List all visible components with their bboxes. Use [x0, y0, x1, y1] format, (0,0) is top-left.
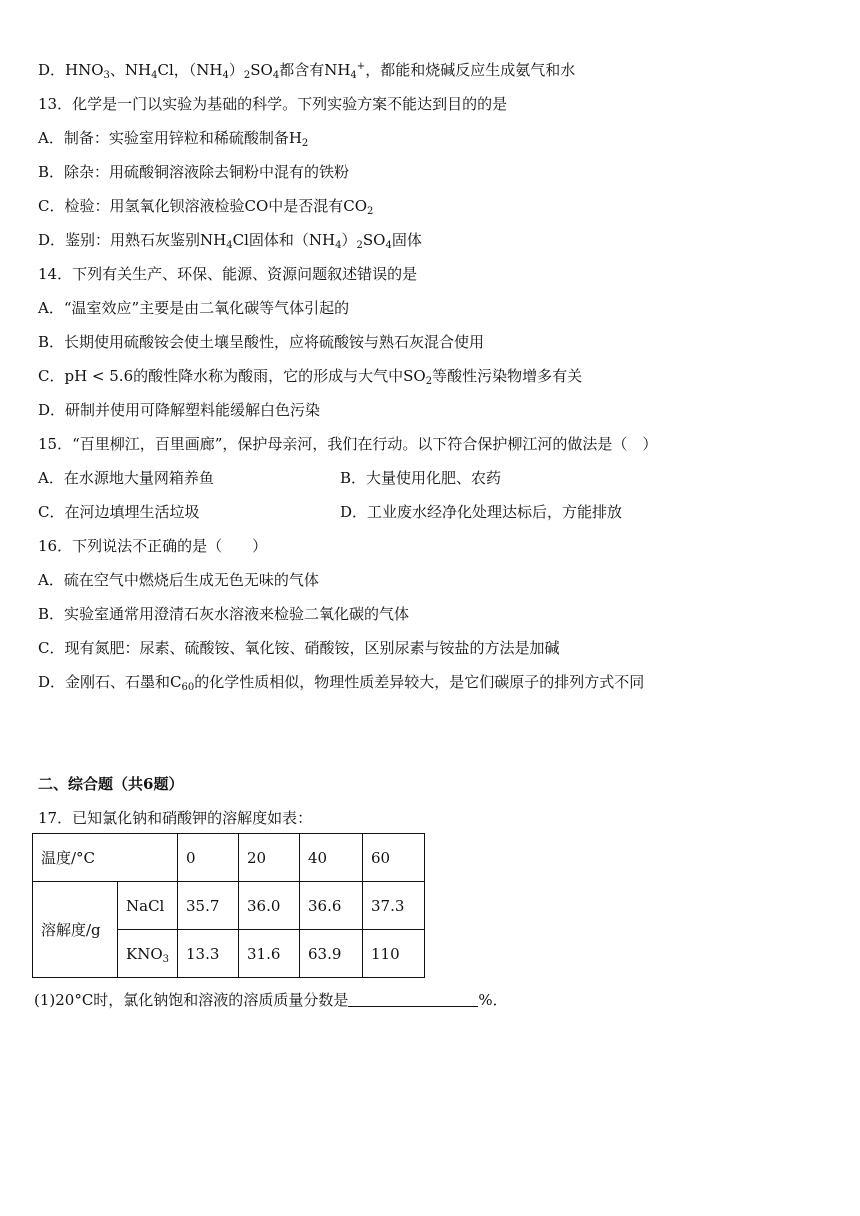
subscript: 2	[243, 70, 251, 81]
text-run: D．鉴别：用熟石灰鉴别NH	[38, 231, 227, 249]
temperature-cell: 60	[363, 834, 425, 882]
text-run: D．研制并使用可降解塑料能缓解白色污染	[38, 401, 321, 419]
text-run: 等酸性污染物增多有关	[432, 367, 583, 385]
text-run: 的化学性质相似，物理性质差异较大，是它们碳原子的排列方式不同	[194, 673, 645, 691]
option-c-q15	[38, 502, 199, 522]
text-run: (1)20°C时，氯化钠饱和溶液的溶质质量分数是	[34, 991, 349, 1009]
option-b-q16	[38, 604, 409, 624]
temperature-cell: 20	[239, 834, 300, 882]
text-run: 15．“百里柳江，百里画廊”，保护母亲河，我们在行动。以下符合保护柳江河的做法是（ ）	[38, 435, 658, 453]
option-c-q16	[38, 638, 559, 658]
solubility-cell: 36.6	[300, 882, 363, 930]
subscript: 4	[151, 70, 158, 81]
option-b-q15	[340, 468, 501, 488]
option-a-q15	[38, 468, 214, 488]
solubility-cell: 35.7	[178, 882, 239, 930]
subscript: 4	[222, 70, 229, 81]
substance-name: NaCl	[118, 882, 178, 930]
question-14	[38, 264, 417, 284]
solubility-cell: 110	[363, 930, 425, 978]
text-run: C．现有氮肥：尿素、硫酸铵、氧化铵、硝酸铵，区别尿素与铵盐的方法是加碱	[38, 639, 560, 657]
text-run: C．pH < 5.6的酸性降水称为酸雨，它的形成与大气中SO	[38, 367, 426, 385]
question-15	[38, 434, 657, 454]
solubility-cell: 36.0	[239, 882, 300, 930]
text-run: D．金刚石、石墨和C	[38, 673, 182, 691]
text-run: 二、综合题（共6题）	[38, 775, 184, 793]
solubility-label: 溶解度/g	[33, 882, 118, 978]
option-d-q16	[38, 672, 644, 692]
subscript: 2	[367, 206, 374, 217]
text-run: ）	[341, 231, 357, 249]
option-c-q14	[38, 366, 582, 386]
solubility-table	[32, 833, 425, 978]
option-d-q14	[38, 400, 320, 420]
text-run: 都含有NH	[279, 61, 351, 79]
option-b-q13	[38, 162, 349, 182]
text-run: C．在河边填埋生活垃圾	[38, 503, 200, 521]
subscript: 4	[335, 240, 342, 251]
solubility-cell: 37.3	[363, 882, 425, 930]
text-run: B．大量使用化肥、农药	[340, 469, 502, 487]
text-run: ，都能和烧碱反应生成氨气和水	[365, 61, 576, 79]
nacl-row	[33, 882, 425, 930]
text-run: ）	[228, 61, 244, 79]
option-a-q13	[38, 128, 308, 148]
solubility-cell: 13.3	[178, 930, 239, 978]
text-run: %．	[478, 991, 508, 1009]
option-d-q13	[38, 230, 422, 250]
option-a-q14	[38, 298, 349, 318]
question-17	[38, 808, 312, 828]
text-run: 14．下列有关生产、环保、能源、资源问题叙述错误的是	[38, 265, 418, 283]
text-run: SO	[250, 61, 273, 79]
text-run: SO	[362, 231, 386, 249]
text-run: Cl，（NH	[157, 61, 223, 79]
text-run: D．工业废水经净化处理达标后，方能排放	[340, 503, 623, 521]
text-run: B．实验室通常用澄清石灰水溶液来检验二氧化碳的气体	[38, 605, 410, 623]
text-run: Cl固体和（NH	[232, 231, 336, 249]
option-d-q12	[38, 60, 575, 80]
temperature-row	[33, 834, 425, 882]
temperature-cell: 0	[178, 834, 239, 882]
substance-name: $KNO_3$	[118, 930, 178, 978]
text-run: D．HNO	[38, 61, 104, 79]
text-run: A．“温室效应”主要是由二氧化碳等气体引起的	[38, 299, 350, 317]
subscript: 4	[350, 70, 357, 81]
temperature-cell: 40	[300, 834, 363, 882]
section-heading	[38, 774, 183, 794]
option-a-q16	[38, 570, 319, 590]
text-run: 固体	[391, 231, 422, 249]
text-run: B．除杂：用硫酸铜溶液除去铜粉中混有的铁粉	[38, 163, 350, 181]
subscript: 60	[181, 682, 195, 693]
solubility-cell: 63.9	[300, 930, 363, 978]
text-run: A．在水源地大量网箱养鱼	[38, 469, 214, 487]
question-17-part-1	[34, 990, 508, 1010]
subscript: 2	[425, 376, 433, 387]
subscript: 4	[385, 240, 392, 251]
question-13	[38, 94, 507, 114]
temperature-label: 温度/°C	[33, 834, 178, 882]
superscript: +	[356, 61, 366, 72]
subscript: 3	[103, 70, 110, 81]
question-16	[38, 536, 267, 556]
answer-blank	[348, 992, 478, 1007]
solubility-cell: 31.6	[239, 930, 300, 978]
option-c-q13	[38, 196, 373, 216]
text-run: 17．已知氯化钠和硝酸钾的溶解度如表：	[38, 809, 313, 827]
text-run: A．硫在空气中燃烧后生成无色无味的气体	[38, 571, 319, 589]
option-b-q14	[38, 332, 484, 352]
text-run: 16．下列说法不正确的是（ ）	[38, 537, 268, 555]
text-run: C．检验：用氢氧化钡溶液检验CO中是否混有CO	[38, 197, 368, 215]
text-run: B．长期使用硫酸铵会使土壤呈酸性，应将硫酸铵与熟石灰混合使用	[38, 333, 485, 351]
subscript: 2	[301, 138, 309, 149]
subscript: 2	[356, 240, 363, 251]
option-d-q15	[340, 502, 622, 522]
text-run: 13．化学是一门以实验为基础的科学。下列实验方案不能达到目的的是	[38, 95, 508, 113]
text-run: 、NH	[109, 61, 152, 79]
subscript: 4	[226, 240, 233, 251]
text-run: A．制备：实验室用锌粒和稀硫酸制备H	[38, 129, 302, 147]
subscript: 4	[272, 70, 280, 81]
